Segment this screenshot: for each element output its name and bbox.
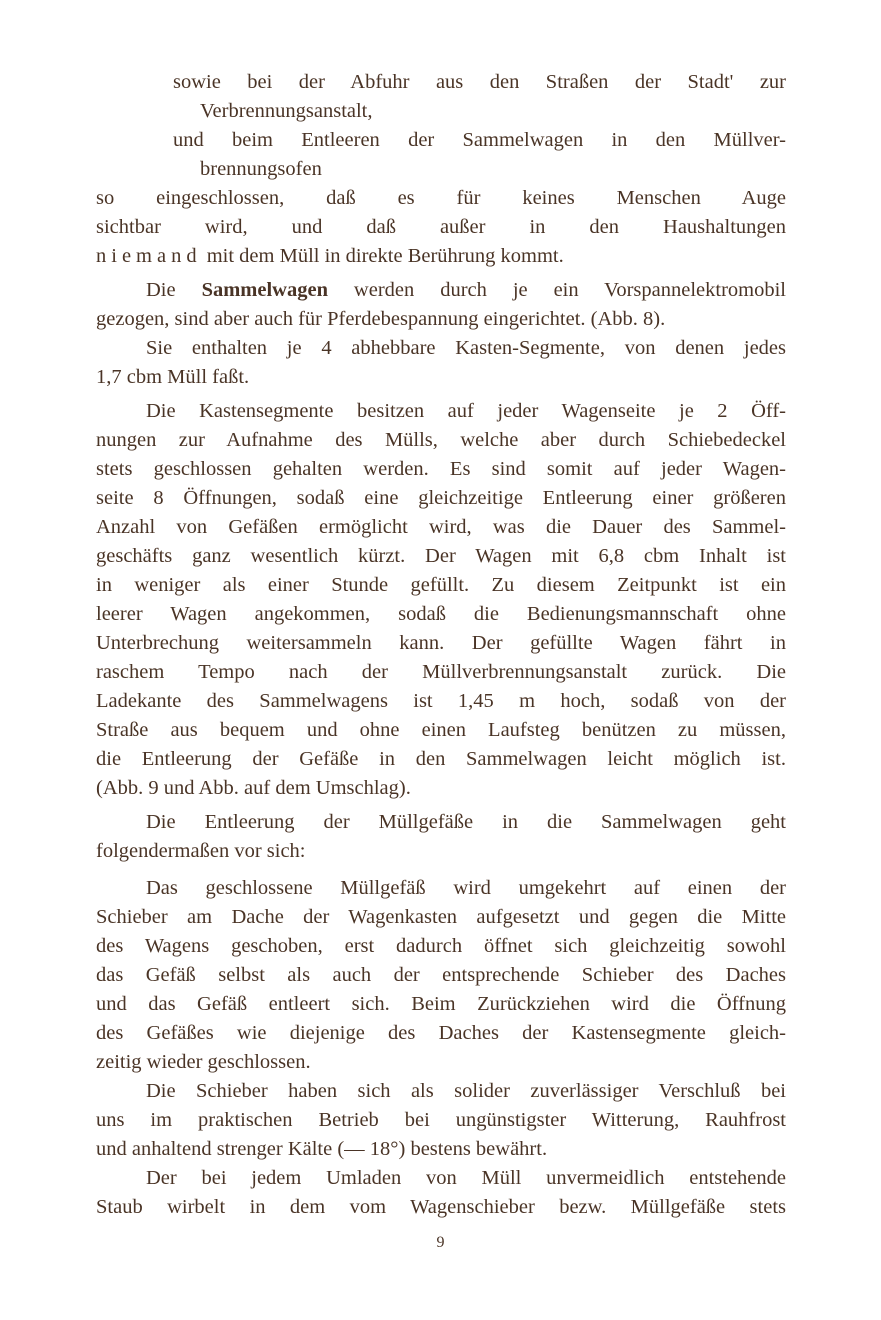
paragraph-3-line: nungen zur Aufnahme des Mülls, welche aber durch Schiebedeckel — [96, 429, 786, 451]
page-number: 9 — [436, 1234, 445, 1251]
paragraph-3-line: Die Kastensegmente besitzen auf jeder Wagenseite je 2 Öff- — [146, 400, 786, 422]
list-item-2-line-1: und beim Entleeren der Sammelwagen in den Müllver- — [173, 129, 786, 151]
paragraph-4 — [96, 808, 786, 866]
paragraph-4-line: folgendermaßen vor sich: — [96, 840, 306, 862]
paragraph-5 — [96, 874, 786, 1077]
paragraph-3-line: stets geschlossen gehalten werden. Es sind somit auf jeder Wagen- — [96, 458, 786, 480]
paragraph-0-line-3 — [96, 242, 786, 271]
list-item-1-line-2: Verbrennungsanstalt, — [200, 100, 373, 122]
paragraph-6-line: Die Schieber haben sich als solider zuverlässiger Verschluß bei — [146, 1080, 786, 1102]
paragraph-1 — [96, 276, 786, 334]
body-text — [96, 68, 786, 1222]
paragraph-3-line: leerer Wagen angekommen, sodaß die Bedienungsmannschaft ohne — [96, 603, 786, 625]
paragraph-5-line: des Gefäßes wie diejenige des Daches der Kastensegmente gleich- — [96, 1022, 786, 1044]
paragraph-5-line: Das geschlossene Müllgefäß wird umgekehrt auf einen der — [146, 877, 786, 899]
line-rest: mit dem Müll in direkte Berührung kommt. — [206, 245, 564, 267]
paragraph-5-line: zeitig wieder geschlossen. — [96, 1051, 311, 1073]
paragraph-3-line: geschäfts ganz wesentlich kürzt. Der Wagen mit 6,8 cbm Inhalt ist — [96, 545, 786, 567]
paragraph-6-line: und anhaltend strenger Kälte (— 18°) bestens bewährt. — [96, 1138, 548, 1160]
list-item-1-line-1: sowie bei der Abfuhr aus den Straßen der Stadt' zur — [173, 71, 786, 93]
paragraph-1-line-1 — [96, 276, 786, 305]
paragraph-6 — [96, 1077, 786, 1164]
paragraph-3-line: die Entleerung der Gefäße in den Sammelwagen leicht möglich ist. — [96, 748, 786, 770]
paragraph-3-line: Ladekante des Sammelwagens ist 1,45 m hoch, sodaß von der — [96, 690, 786, 712]
list-item-2-line-2: brennungsofen — [200, 158, 322, 180]
paragraph-2-line-2: 1,7 cbm Müll faßt. — [96, 366, 250, 388]
paragraph-3-line: Straße aus bequem und ohne einen Laufsteg benützen zu müssen, — [96, 719, 786, 741]
paragraph-3-line: raschem Tempo nach der Müllverbrennungsanstalt zurück. Die — [96, 661, 786, 683]
paragraph-3-line: in weniger als einer Stunde gefüllt. Zu diesem Zeitpunkt ist ein — [96, 574, 786, 596]
paragraph-7-line: Staub wirbelt in dem vom Wagenschieber bezw. Müllgefäße stets — [96, 1196, 786, 1218]
paragraph-3-line: Unterbrechung weitersammeln kann. Der gefüllte Wagen fährt in — [96, 632, 786, 654]
paragraph-0 — [96, 184, 786, 271]
paragraph-4-line: Die Entleerung der Müllgefäße in die Sammelwagen geht — [146, 811, 786, 833]
word: Die — [146, 279, 176, 301]
bold-term: Sammelwagen — [201, 279, 328, 301]
paragraph-0-line-1: so eingeschlossen, daß es für keines Menschen Auge — [96, 187, 786, 209]
paragraph-3-line: (Abb. 9 und Abb. auf dem Umschlag). — [96, 777, 411, 799]
spaced-word: niemand — [96, 245, 202, 267]
paragraph-5-line: Schieber am Dache der Wagenkasten aufgesetzt und gegen die Mitte — [96, 906, 786, 928]
paragraph-7-line: Der bei jedem Umladen von Müll unvermeidlich entstehende — [146, 1167, 786, 1189]
line-rest: werden durch je ein Vorspannelektromobil — [353, 279, 787, 301]
paragraph-1-line-2: gezogen, sind aber auch für Pferdebespannung eingerichtet. (Abb. 8). — [96, 308, 666, 330]
paragraph-2-line-1: Sie enthalten je 4 abhebbare Kasten-Segmente, von denen jedes — [146, 337, 786, 359]
paragraph-3-line: Anzahl von Gefäßen ermöglicht wird, was die Dauer des Sammel- — [96, 516, 786, 538]
paragraph-7 — [96, 1164, 786, 1222]
paragraph-5-line: und das Gefäß entleert sich. Beim Zurückziehen wird die Öffnung — [96, 993, 786, 1015]
paragraph-0-line-2: sichtbar wird, und daß außer in den Haushaltungen — [96, 216, 786, 238]
paragraph-6-line: uns im praktischen Betrieb bei ungünstigster Witterung, Rauhfrost — [96, 1109, 786, 1131]
paragraph-3 — [96, 397, 786, 803]
paragraph-5-line: des Wagens geschoben, erst dadurch öffnet sich gleichzeitig sowohl — [96, 935, 786, 957]
paragraph-3-line: seite 8 Öffnungen, sodaß eine gleichzeitige Entleerung einer größeren — [96, 487, 786, 509]
paragraph-5-line: das Gefäß selbst als auch der entsprechende Schieber des Daches — [96, 964, 786, 986]
paragraph-2 — [96, 334, 786, 392]
